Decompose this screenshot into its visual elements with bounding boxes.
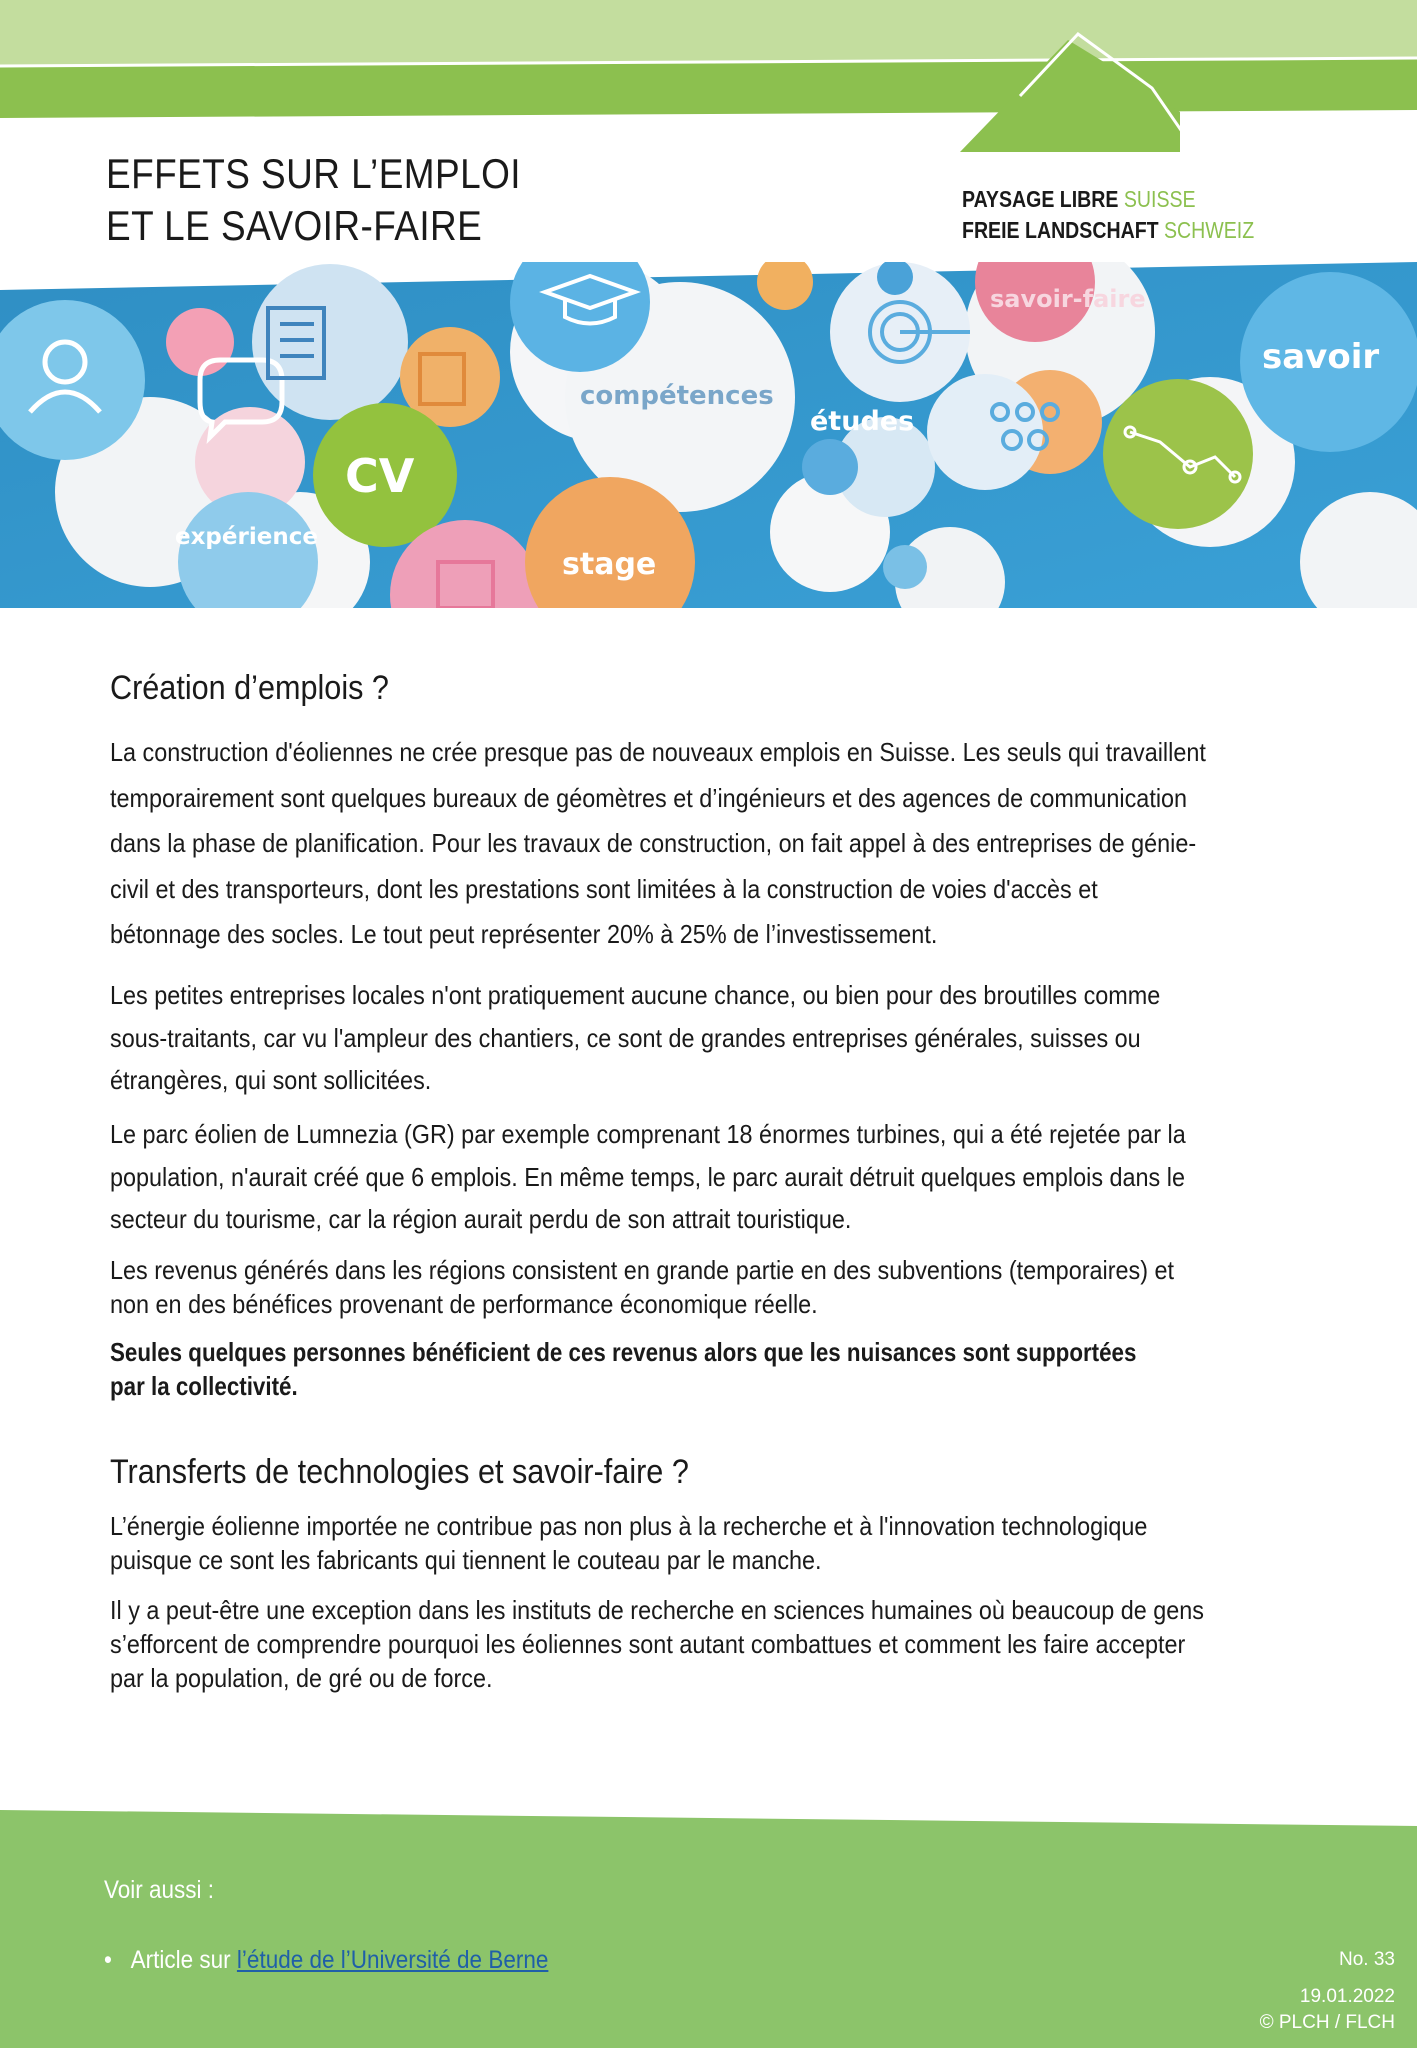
page-title (106, 148, 521, 252)
section1-conclusion: Seules quelques personnes bénéficient de ces revenus alors que les nuisances sont supportées par la collectivité. (110, 1337, 1137, 1401)
hero-word-experience: expérience (175, 524, 318, 550)
section1-paragraph-2: Les petites entreprises locales n'ont pratiquement aucune chance, ou bien pour des broutilles comme sous-traitants, car vu l'ampleur des chantiers, ce sont de grandes entreprises générales, suisses ou étrangères, qui sont sollicitées. (110, 980, 1161, 1095)
section2-paragraph-2: Il y a peut-être une exception dans les instituts de recherche en sciences humaines où beaucoup de gens s’efforcent de comprendre pourquoi les éoliennes sont autant combattues et comment les faire accepter par la population, de gré ou de force. (110, 1595, 1205, 1693)
universite-berne-link[interactable]: l’étude de l’Université de Berne (236, 1946, 549, 1974)
bullet-prefix: Article sur (130, 1946, 237, 1974)
top-green-band (0, 58, 1417, 118)
section2-heading: Transferts de technologies et savoir-faire ? (110, 1453, 689, 1491)
document-date: 19.01.2022 (1299, 1986, 1395, 2007)
hero-word-stage: stage (562, 547, 657, 582)
logo-line-1: PAYSAGE LIBRE SUISSE (962, 186, 1196, 212)
section1-paragraph-3: Le parc éolien de Lumnezia (GR) par exemple comprenant 18 énormes turbines, qui a été rejetée par la population, n'aurait créé que 6 emplois. En même temps, le parc aurait détruit quelques emplois dans le secteur du tourisme, car la région aurait perdu de son attrait touristique. (110, 1119, 1186, 1234)
footer-background (0, 1810, 1417, 2048)
title-line-2: ET LE SAVOIR-FAIRE (106, 202, 483, 249)
section1-paragraph-4: Les revenus générés dans les régions consistent en grande partie en des subventions (temporaires) et non en des bénéfices provenant de performance économique réelle. (110, 1255, 1175, 1319)
see-also-label: Voir aussi : (104, 1876, 215, 1904)
see-also-item (104, 1946, 548, 1975)
hero-image (0, 262, 1417, 608)
hero-word-savoir-faire: savoir-faire (990, 285, 1146, 313)
title-line-1: EFFETS SUR L’EMPLOI (106, 150, 522, 197)
hero-word-competences: compétences (580, 381, 774, 411)
copyright: © PLCH / FLCH (1259, 2012, 1395, 2033)
hero-word-etudes: études (810, 406, 915, 437)
logo (962, 184, 1254, 246)
bullet-icon: • (104, 1946, 112, 1974)
section1-paragraph-1: La construction d'éoliennes ne crée presque pas de nouveaux emplois en Suisse. Les seuls qui travaillent temporairement sont quelques bureaux de géomètres et d’ingénieurs et des agences de communication dans la phase de planification. Pour les travaux de construction, on fait appel à des entreprises de génie- civil et des transporteurs, dont les prestations sont limitées à la construction de voies d'accès et bétonnage des socles. Le tout peut représenter 20% à 25% de l’investissement. (110, 737, 1206, 949)
document-number: No. 33 (1339, 1949, 1395, 1970)
hero-word-cv: CV (345, 449, 415, 503)
checklist-bubble (252, 264, 408, 420)
section2-paragraph-1: L’énergie éolienne importée ne contribue pas non plus à la recherche et à l'innovation technologique puisque ce sont les fabricants qui tiennent le couteau par le manche. (110, 1511, 1148, 1575)
hero-word-savoir: savoir (1262, 337, 1380, 377)
section1-heading: Création d’emplois ? (110, 669, 389, 707)
section-creation (110, 666, 1417, 710)
logo-line-2: FREIE LANDSCHAFT SCHWEIZ (962, 217, 1255, 243)
